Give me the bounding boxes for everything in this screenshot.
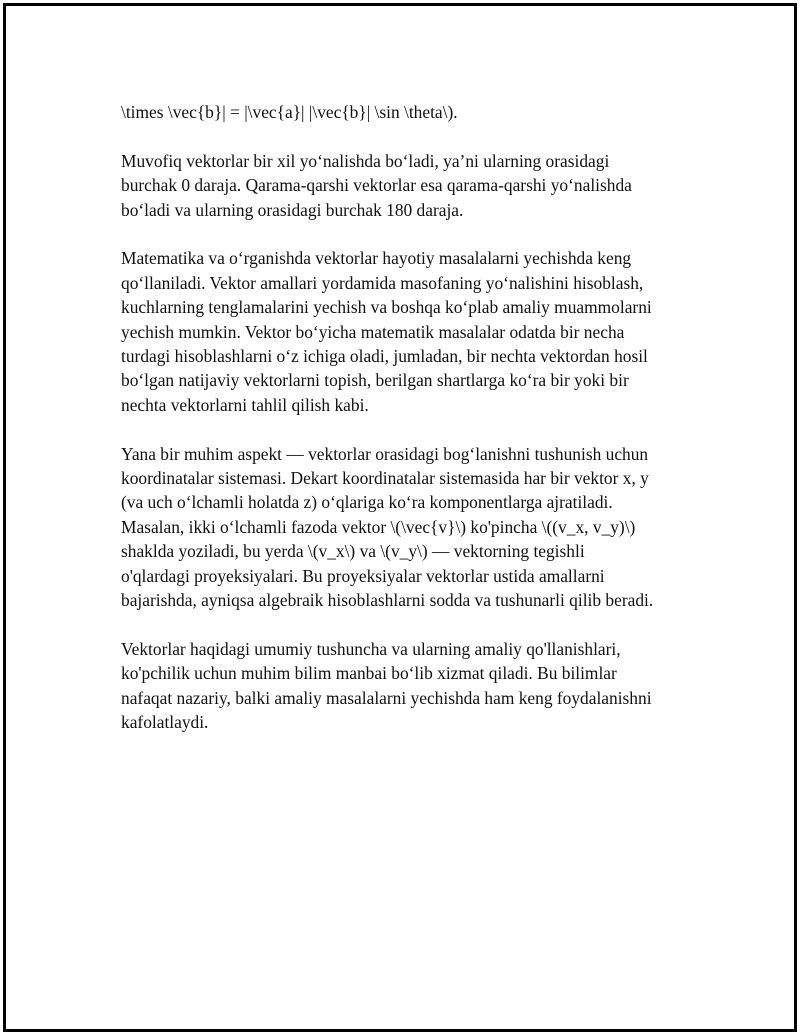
document-body <box>121 100 701 759</box>
paragraph-vector-applications: Matematika va o‘rganishda vektorlar hayotiy masalalarni yechishda keng qo‘llaniladi. Vektor amallari yordamida masofaning yo‘nalishini hisoblash, kuchlarning tenglamalarini yechish va boshqa ko‘plab amaliy muammolarni yechish mumkin. Vektor bo‘yicha matematik masalalar odatda bir necha turdagi hisoblashlarni o‘z ichiga oladi, jumladan, bir nechta vektordan hosil bo‘lgan natijaviy vektorlarni topish, berilgan shartlarga ko‘ra bir yoki bir nechta vektorlarni tahlil qilish kabi. <box>121 248 652 415</box>
paragraph-parallel-vectors: Muvofiq vektorlar bir xil yo‘nalishda bo‘ladi, ya’ni ularning orasidagi burchak 0 daraja. Qarama-qarshi vektorlar esa qarama-qarshi yo‘nalishda bo‘ladi va ularning orasidagi burchak 180 daraja. <box>121 150 632 220</box>
page-frame <box>3 3 797 1032</box>
paragraph-coordinate-system: Yana bir muhim aspekt — vektorlar orasidagi bog‘lanishni tushunish uchun koordinatalar sistemasi. Dekart koordinatalar sistemasida har bir vektor x, y (va uch o‘lchamli holatda z) o‘qlariga ko‘ra komponentlarga ajratiladi. Masalan, ikki o‘lchamli fazoda vektor \(\vec{v}\) ko'pincha \((v_x, v_y)\) shaklda yoziladi, bu yerda \(v_x\) va \(v_y\) — vektorning tegishli o'qlardagi proyeksiyalari. Bu proyeksiyalar vektorlar ustida amallarni bajarishda, ayniqsa algebraik hisoblashlarni sodda va tushunarli qilib beradi. <box>121 443 654 611</box>
paragraph-conclusion: Vektorlar haqidagi umumiy tushuncha va ularning amaliy qo'llanishlari, ko'pchilik uchun muhim bilim manbai bo‘lib xizmat qiladi. Bu bilimlar nafaqat nazariy, balki amaliy masalalarni yechishda ham keng foydalanishni kafolatlaydi. <box>121 638 652 733</box>
paragraph-formula-continuation: \times \vec{b}| = |\vec{a}| |\vec{b}| \sin \theta\). <box>121 102 458 122</box>
